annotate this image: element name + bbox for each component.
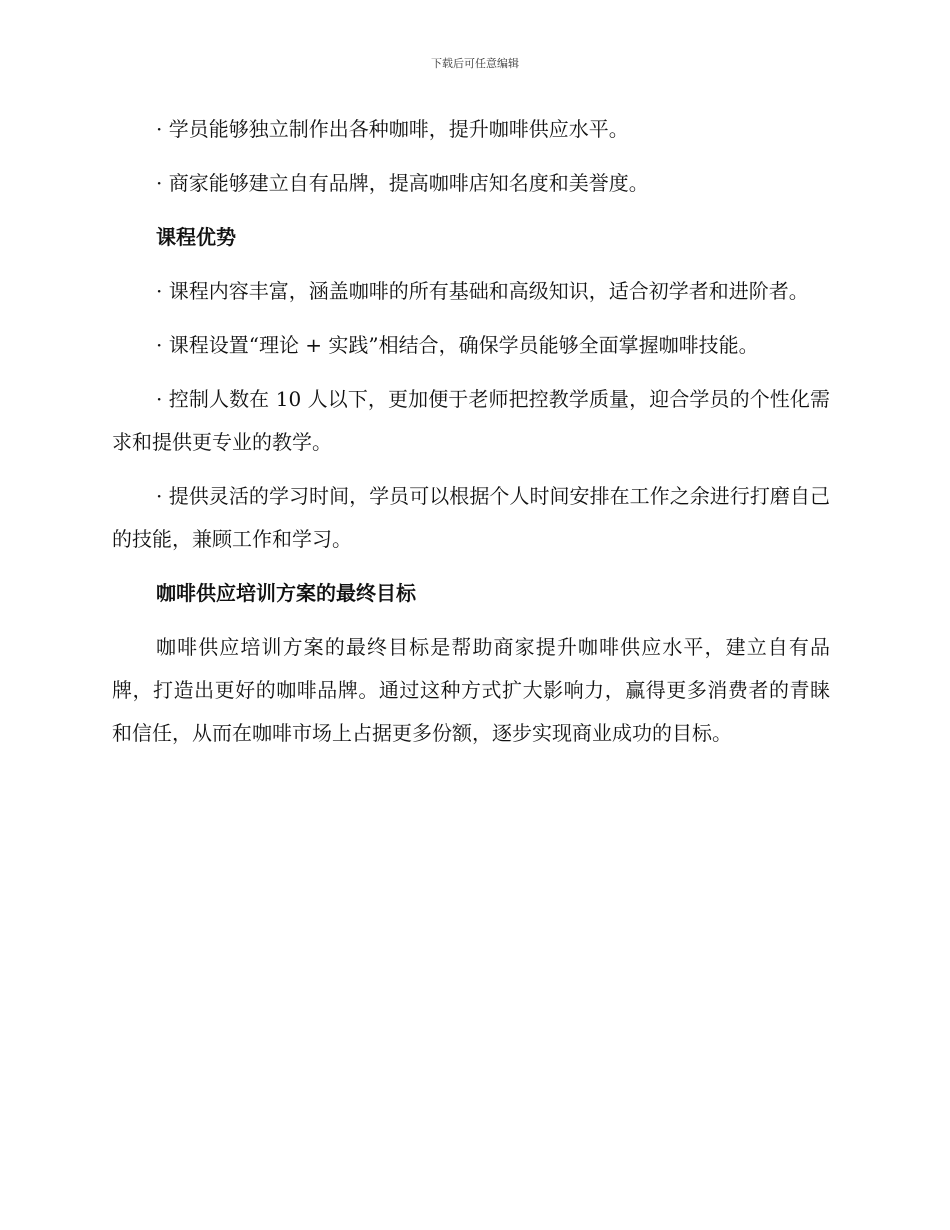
paragraph-final-goal: 咖啡供应培训方案的最终目标是帮助商家提升咖啡供应水平，建立自有品牌，打造出更好的咖啡品牌。通过这种方式扩大影响力，赢得更多消费者的青睐和信任，从而在咖啡市场上占据更多份额，逐步实现商业成功的目标。 [112, 635, 830, 745]
bullet-outcome-brand: · 商家能够建立自有品牌，提高咖啡店知名度和美誉度。 [156, 171, 649, 195]
bullet-advantage-theory-practice: · 课程设置“理论 + 实践”相结合，确保学员能够全面掌握咖啡技能。 [156, 333, 759, 357]
section-heading-advantages: 课程优势 [156, 225, 236, 249]
section-heading-final-goal: 咖啡供应培训方案的最终目标 [156, 581, 416, 605]
bullet-outcome-skills: · 学员能够独立制作出各种咖啡，提升咖啡供应水平。 [156, 117, 629, 141]
header-note: 下载后可任意编辑 [431, 57, 519, 70]
document-body [112, 108, 830, 766]
bullet-advantage-flexible-time: · 提供灵活的学习时间，学员可以根据个人时间安排在工作之余进行打磨自己的技能，兼顾工作和学习。 [112, 484, 830, 551]
bullet-advantage-class-size: · 控制人数在 10 人以下，更加便于老师把控教学质量，迎合学员的个性化需求和提供更专业的教学。 [112, 387, 830, 454]
bullet-advantage-content: · 课程内容丰富，涵盖咖啡的所有基础和高级知识，适合初学者和进阶者。 [156, 279, 809, 303]
